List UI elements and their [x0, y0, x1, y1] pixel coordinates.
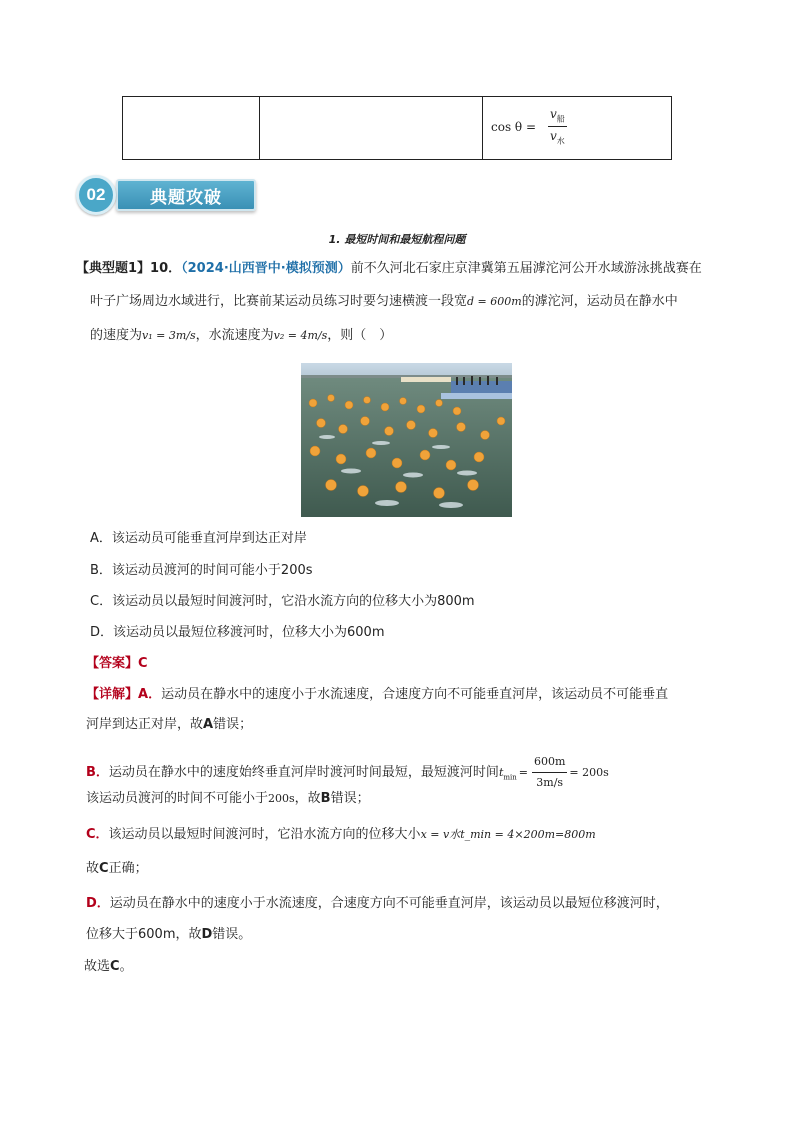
- detail-b-fraction: [532, 752, 567, 793]
- detail-b2-mid: ，故: [294, 791, 321, 806]
- detail-c-expression: x = v水t_min = 4×200m=800m: [420, 828, 596, 841]
- swimmers-photo: [301, 363, 512, 517]
- question-text-3c: ，则（ ）: [327, 328, 393, 343]
- option-c: C．该运动员以最短时间渡河时，它沿水流方向的位移大小为800m: [90, 594, 475, 609]
- section-header: [76, 174, 258, 214]
- detail-c-label: C．: [86, 827, 109, 842]
- detail-line-a1: [86, 685, 668, 705]
- question-text-2b: 的滹沱河，运动员在静水中: [521, 294, 678, 309]
- detail-a-text2: 河岸到达正对岸，故: [86, 717, 204, 732]
- detail-label: 【详解】: [86, 687, 139, 702]
- detail-b-label: B．: [86, 765, 109, 780]
- question-line-1: [76, 259, 702, 279]
- final-option: C: [110, 959, 120, 974]
- detail-b2-option: B: [320, 791, 331, 806]
- detail-c2-end: 正确；: [108, 861, 148, 876]
- detail-b-text: 运动员在静水中的速度始终垂直河岸时渡河时间最短，最短渡河时间: [108, 765, 499, 780]
- final-text: 故选: [84, 959, 111, 974]
- option-d: D．该运动员以最短位移渡河时，位移大小为600m: [90, 625, 385, 640]
- width-expression: d = 600m: [467, 295, 522, 308]
- detail-b2-text: 该运动员渡河的时间不可能小于: [86, 791, 269, 806]
- v1-expression: v₁ = 3m/s: [142, 329, 196, 342]
- detail-line-a2: [86, 715, 252, 735]
- table-cell-1: [123, 97, 260, 159]
- detail-d-option: D: [201, 927, 213, 942]
- formula-denominator: [548, 127, 567, 146]
- formula-lhs: cos θ =: [491, 119, 537, 134]
- formula-numerator: [548, 107, 567, 127]
- question-text-1: 前不久河北石家庄京津冀第五届滹沱河公开水域游泳挑战赛在: [350, 261, 702, 276]
- den-sub: 水: [556, 136, 565, 146]
- num-sub: 船: [556, 114, 565, 124]
- swimmers-image-icon: [301, 363, 512, 517]
- detail-b2-end: 错误；: [330, 791, 370, 806]
- section-number-badge: 02: [76, 175, 116, 215]
- cos-theta-formula: [491, 107, 567, 147]
- final-answer-line: [84, 957, 133, 977]
- question-text-3b: ，水流速度为: [195, 328, 274, 343]
- option-a: A．该运动员可能垂直河岸到达正对岸: [90, 531, 307, 546]
- detail-b-eq: =: [518, 766, 528, 779]
- final-end: 。: [119, 959, 133, 974]
- detail-c2-option: C: [99, 861, 109, 876]
- detail-d-text1: 运动员在静水中的速度小于水流速度，合速度方向不可能垂直河岸，该运动员以最短位移渡河时，: [109, 896, 669, 911]
- detail-a-text1: 运动员在静水中的速度小于水流速度，合速度方向不可能垂直河岸，该运动员不可能垂直: [161, 687, 669, 702]
- detail-line-c1: [86, 825, 596, 845]
- detail-line-b2: [86, 789, 370, 809]
- formula-table: [122, 96, 672, 160]
- detail-d-text2: 位移大于600m，故: [86, 927, 202, 942]
- den-var: v: [550, 129, 557, 144]
- detail-b-den: 3m/s: [536, 776, 564, 789]
- detail-b-num: 600m: [532, 752, 567, 773]
- detail-a-label: A．: [138, 687, 162, 702]
- detail-line-c2: [86, 859, 148, 879]
- detail-line-b1: [86, 752, 609, 793]
- detail-b-t: t: [498, 766, 504, 779]
- num-var: v: [550, 107, 557, 121]
- detail-d-label: D．: [86, 896, 110, 911]
- formula-fraction: [548, 107, 567, 147]
- question-line-2: [90, 292, 678, 312]
- question-text-2a: 叶子广场周边水域进行，比赛前某运动员练习时要匀速横渡一段宽: [90, 294, 468, 309]
- table-cell-2: [260, 97, 483, 159]
- detail-b-tsub: min: [503, 773, 517, 782]
- table-cell-3: [483, 97, 671, 159]
- detail-d-end: 错误。: [212, 927, 252, 942]
- question-source: （2024·山西晋中·模拟预测）: [181, 261, 351, 276]
- detail-a-option: A: [203, 717, 214, 732]
- detail-c2-text: 故: [86, 861, 100, 876]
- detail-a-end: 错误；: [213, 717, 253, 732]
- option-b: B．该运动员渡河的时间可能小于200s: [90, 563, 313, 578]
- answer-label: 【答案】C: [86, 656, 148, 671]
- detail-c-text: 该运动员以最短时间渡河时，它沿水流方向的位移大小: [108, 827, 421, 842]
- question-line-3: [90, 326, 392, 346]
- detail-b-result: = 200s: [569, 766, 609, 779]
- v2-expression: v₂ = 4m/s: [273, 329, 328, 342]
- detail-b2-value: 200s: [268, 792, 295, 805]
- subsection-title: 1. 最短时间和最短航程问题: [328, 233, 466, 246]
- detail-line-d2: [86, 925, 251, 945]
- section-title: 典题攻破: [116, 179, 256, 211]
- question-label: 【典型题1】10．: [76, 261, 182, 276]
- detail-line-d1: [86, 894, 669, 914]
- question-text-3a: 的速度为: [90, 328, 143, 343]
